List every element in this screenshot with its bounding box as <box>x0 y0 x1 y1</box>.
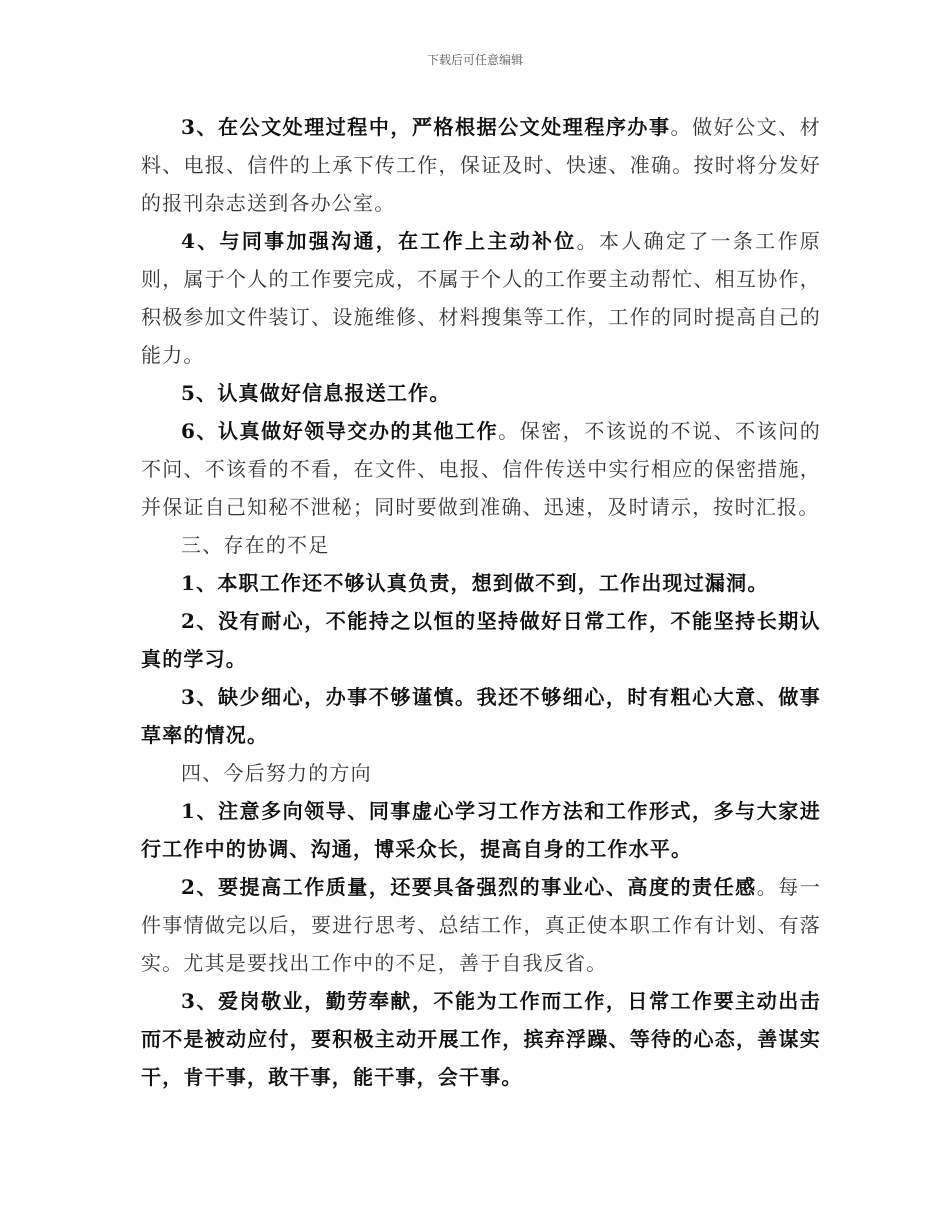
paragraph-heading: 3、缺少细心，办事不够谨慎。我还不够细心，时有粗心大意、做事草率的情况。 <box>141 685 821 747</box>
document-body <box>141 108 821 1096</box>
paragraph-10 <box>141 982 821 1096</box>
paragraph-1 <box>141 108 821 222</box>
paragraph-heading: 4、与同事加强沟通，在工作上主动补位 <box>181 229 577 253</box>
paragraph-6 <box>141 602 821 678</box>
paragraph-text: 。做好公文、材料、电报、信件的上承下传工作，保证及时、快速、准确。按时将分发好的报刊杂志送到各办公室。 <box>141 115 822 215</box>
paragraph-text: 。保密，不该说的不说、不该问的不问、不该看的不看，在文件、电报、信件传送中实行相应的保密措施，并保证自己知秘不泄秘；同时要做到准确、迅速，及时请示，按时汇报。 <box>141 419 822 519</box>
paragraph-5 <box>141 564 821 602</box>
paragraph-heading: 2、要提高工作质量，还要具备强烈的事业心、高度的责任感 <box>181 875 757 899</box>
paragraph-heading: 1、本职工作还不够认真负责，想到做不到，工作出现过漏洞。 <box>181 571 769 595</box>
page-header: 下载后可任意编辑 <box>426 53 523 67</box>
paragraph-7 <box>141 678 821 754</box>
paragraph-heading: 6、认真做好领导交办的其他工作 <box>181 419 499 443</box>
section-title: 三、存在的不足 <box>181 533 330 557</box>
paragraph-3 <box>141 374 821 412</box>
paragraph-8 <box>141 792 821 868</box>
paragraph-text: 。每一件事情做完以后，要进行思考、总结工作，真正使本职工作有计划、有落实。尤其是要找出工作中的不足，善于自我反省。 <box>141 875 821 975</box>
section-heading-shortcomings <box>141 526 821 564</box>
paragraph-heading: 3、在公文处理过程中，严格根据公文处理程序办事 <box>181 115 671 139</box>
section-heading-direction <box>141 754 821 792</box>
paragraph-heading: 5、认真做好信息报送工作。 <box>181 381 451 405</box>
paragraph-text: 。本人确定了一条工作原则，属于个人的工作要完成，不属于个人的工作要主动帮忙、相互协作，积极参加文件装订、设施维修、材料搜集等工作，工作的同时提高自己的能力。 <box>141 229 821 367</box>
paragraph-4 <box>141 412 821 526</box>
paragraph-heading: 3、爱岗敬业，勤劳奉献，不能为工作而工作，日常工作要主动出击而不是被动应付，要积极主动开展工作，摈弃浮躁、等待的心态，善谋实干，肯干事，敢干事，能干事，会干事。 <box>141 989 821 1089</box>
paragraph-heading: 1、注意多向领导、同事虚心学习工作方法和工作形式，多与大家进行工作中的协调、沟通，博采众长，提高自身的工作水平。 <box>141 799 821 861</box>
paragraph-heading: 2、没有耐心，不能持之以恒的坚持做好日常工作，不能坚持长期认真的学习。 <box>141 609 821 671</box>
section-title: 四、今后努力的方向 <box>181 761 372 785</box>
paragraph-9 <box>141 868 821 982</box>
paragraph-2 <box>141 222 821 374</box>
